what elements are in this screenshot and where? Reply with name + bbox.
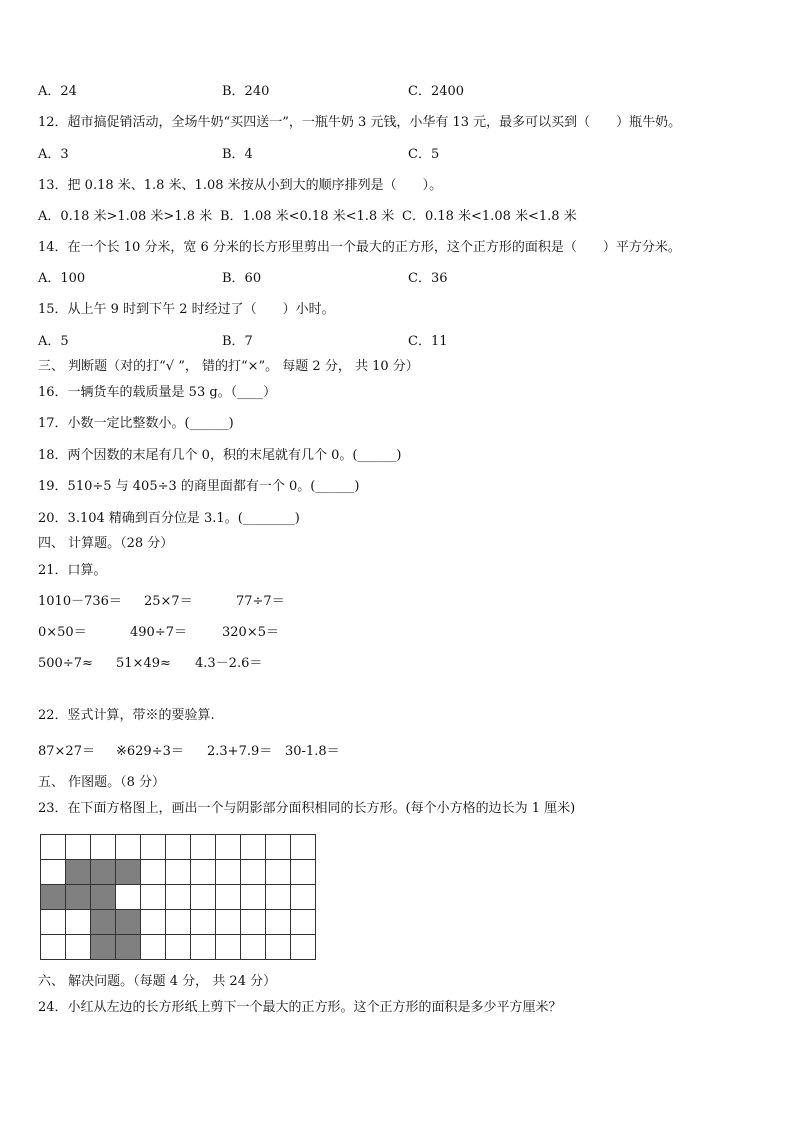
grid-cell-shaded [116, 935, 141, 960]
grid-cell [291, 935, 316, 960]
grid-cell [266, 885, 291, 910]
grid-cell [291, 885, 316, 910]
oral-calc-item: 1010－736＝ [38, 594, 122, 609]
grid-cell-shaded [91, 910, 116, 935]
grid-cell [166, 910, 191, 935]
q13-option-b: B．1.08 米<0.18 米<1.8 米 [220, 209, 395, 224]
grid-cell [141, 910, 166, 935]
grid-cell [66, 835, 91, 860]
question-18: 18．两个因数的末尾有几个 0，积的末尾就有几个 0。(______) [38, 448, 402, 463]
grid-cell [141, 835, 166, 860]
question-12: 12．超市搞促销活动，全场牛奶“买四送一”，一瓶牛奶 3 元钱，小华有 13 元，最多可以买到（ ）瓶牛奶。 [38, 115, 682, 130]
grid-cell [41, 910, 66, 935]
q15-option-a: A．5 [38, 334, 69, 349]
section-5-title: 五、 作图题。（8 分） [38, 775, 166, 790]
q12-option-a: A．3 [38, 147, 69, 162]
grid-cell-shaded [91, 885, 116, 910]
grid-cell-shaded [66, 885, 91, 910]
grid-cell-shaded [116, 860, 141, 885]
grid-cell [191, 935, 216, 960]
grid-cell [291, 910, 316, 935]
grid-cell [291, 835, 316, 860]
square-grid [40, 834, 316, 960]
grid-cell [241, 910, 266, 935]
grid-cell [116, 885, 141, 910]
vertical-calc-item: 30-1.8＝ [285, 744, 340, 759]
q13-option-c: C．0.18 米<1.08 米<1.8 米 [402, 209, 577, 224]
vertical-calc-item: 2.3+7.9＝ [207, 744, 273, 759]
grid-cell-shaded [91, 935, 116, 960]
oral-calc-item: 25×7＝ [144, 594, 193, 609]
q14-option-b: B．60 [222, 271, 262, 286]
q11-option-c: C．2400 [408, 84, 465, 99]
grid-cell [266, 910, 291, 935]
oral-calc-item: 0×50＝ [38, 625, 87, 640]
grid-cell [166, 860, 191, 885]
grid-cell [116, 835, 141, 860]
grid-cell [41, 860, 66, 885]
grid-cell-shaded [116, 910, 141, 935]
question-22: 22．竖式计算，带※的要验算. [38, 708, 215, 723]
oral-calc-item: 500÷7≈ [38, 656, 93, 671]
question-24: 24．小红从左边的长方形纸上剪下一个最大的正方形。这个正方形的面积是多少平方厘米？ [38, 1000, 562, 1015]
grid-cell [216, 910, 241, 935]
section-6-title: 六、 解决问题。（每题 4 分， 共 24 分） [38, 974, 277, 989]
question-13: 13．把 0.18 米、1.8 米、1.08 米按从小到大的顺序排列是（ ）。 [38, 178, 443, 193]
grid-cell [141, 885, 166, 910]
grid-cell [241, 935, 266, 960]
grid-cell [266, 860, 291, 885]
grid-cell [91, 835, 116, 860]
grid-cell [216, 835, 241, 860]
q12-option-c: C．5 [408, 147, 440, 162]
grid-cell [241, 885, 266, 910]
question-15: 15．从上午 9 时到下午 2 时经过了（ ）小时。 [38, 302, 335, 317]
q13-option-a: A．0.18 米>1.08 米>1.8 米 [38, 209, 213, 224]
grid-cell [41, 835, 66, 860]
grid-cell [266, 935, 291, 960]
grid-cell [191, 885, 216, 910]
q14-option-c: C．36 [408, 271, 448, 286]
grid-cell [241, 835, 266, 860]
section-4-title: 四、 计算题。（28 分） [38, 536, 174, 551]
grid-cell-shaded [91, 860, 116, 885]
question-19: 19．510÷5 与 405÷3 的商里面都有一个 0。(______) [38, 479, 360, 494]
grid-cell [191, 910, 216, 935]
grid-cell-shaded [66, 860, 91, 885]
grid-cell-shaded [41, 885, 66, 910]
q15-option-b: B．7 [222, 334, 253, 349]
grid-cell [141, 860, 166, 885]
oral-calc-item: 51×49≈ [116, 656, 171, 671]
q11-option-b: B．240 [222, 84, 270, 99]
oral-calc-item: 320×5＝ [222, 625, 279, 640]
grid-cell [66, 935, 91, 960]
oral-calc-item: 490÷7＝ [130, 625, 187, 640]
grid-cell [241, 860, 266, 885]
grid-cell [41, 935, 66, 960]
grid-cell [216, 935, 241, 960]
question-21: 21．口算。 [38, 563, 107, 578]
grid-cell [216, 860, 241, 885]
question-16: 16．一辆货车的载质量是 53 g。（____） [38, 385, 277, 400]
vertical-calc-item: 87×27＝ [38, 744, 95, 759]
question-14: 14．在一个长 10 分米，宽 6 分米的长方形里剪出一个最大的正方形，这个正方形的面积是（ ）平方分米。 [38, 240, 681, 255]
grid-cell [266, 835, 291, 860]
grid-cell [141, 935, 166, 960]
q14-option-a: A．100 [38, 271, 86, 286]
section-3-title: 三、 判断题（对的打“√ ”， 错的打“×”。 每题 2 分， 共 10 分） [38, 359, 419, 374]
question-20: 20．3.104 精确到百分位是 3.1。(________) [38, 511, 300, 526]
q12-option-b: B．4 [222, 147, 253, 162]
question-17: 17．小数一定比整数小。(______) [38, 416, 234, 431]
question-23: 23．在下面方格图上，画出一个与阴影部分面积相同的长方形。(每个小方格的边长为 1 厘米) [38, 801, 576, 816]
q15-option-c: C．11 [408, 334, 448, 349]
oral-calc-item: 77÷7＝ [236, 594, 285, 609]
grid-cell [191, 835, 216, 860]
grid-cell [291, 860, 316, 885]
oral-calc-item: 4.3－2.6＝ [195, 656, 263, 671]
grid-cell [191, 860, 216, 885]
grid-cell [216, 885, 241, 910]
vertical-calc-item: ※629÷3＝ [116, 744, 184, 759]
grid-cell [66, 910, 91, 935]
grid-cell [166, 885, 191, 910]
grid-cell [166, 835, 191, 860]
grid-cell [166, 935, 191, 960]
q11-option-a: A．24 [38, 84, 77, 99]
